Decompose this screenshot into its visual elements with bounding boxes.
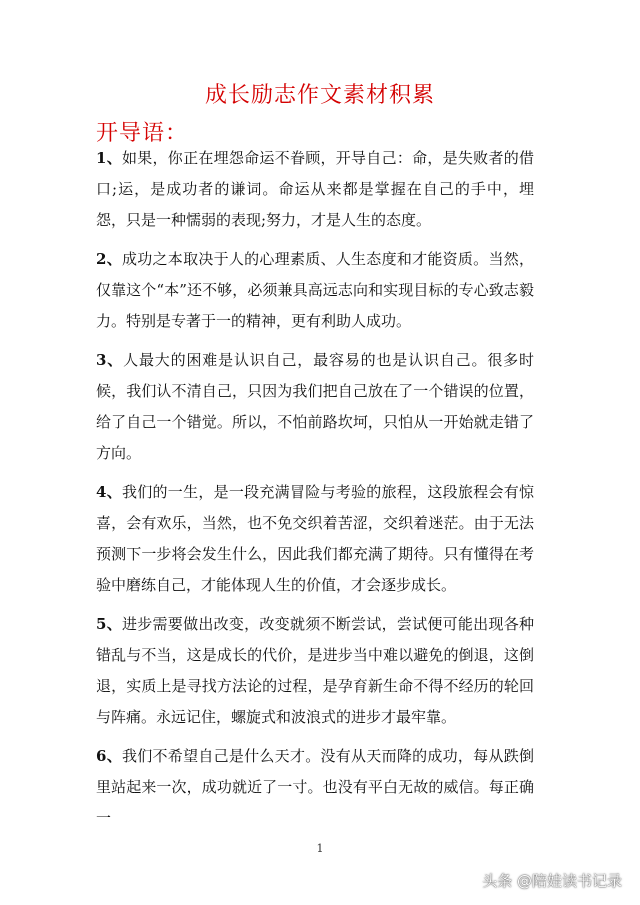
paragraph-text: 人最大的困难是认识自己，最容易的也是认识自己。很多时候，我们认不清自己，只因为我们把自己放在了一个错误的位置，给了自己一个错觉。所以，不怕前路坎坷，只怕从一开始就走错了方向。 xyxy=(96,351,534,462)
paragraph-text: 成功之本取决于人的心理素质、人生态度和才能资质。当然，仅靠这个“本”还不够，必须兼具高远志向和实现目标的专心致志毅力。特别是专著于一的精神，更有利助人成功。 xyxy=(96,250,534,330)
watermark: 头条 @陪娃读书记录 xyxy=(482,872,622,890)
paragraph-text: 我们不希望自己是什么天才。没有从天而降的成功，每从跌倒里站起来一次，成功就近了一寸。也没有平白无故的威信。每正确一 xyxy=(96,747,534,827)
document-body xyxy=(96,143,534,842)
paragraph-1 xyxy=(96,143,534,236)
paragraph-text: 进步需要做出改变，改变就须不断尝试，尝试便可能出现各种错乱与不当，这是成长的代价，是进步当中难以避免的倒退，这倒退，实质上是寻找方法论的过程，是孕育新生命不得不经历的轮回与阵痛。永远记住，螺旋式和波浪式的进步才最牢靠。 xyxy=(96,615,534,726)
paragraph-text: 如果，你正在埋怨命运不眷顾，开导自己：命，是失败者的借口;运，是成功者的谦词。命运从来都是掌握在自己的手中，埋怨，只是一种懦弱的表现;努力，才是人生的态度。 xyxy=(96,149,534,229)
paragraph-number: 6、 xyxy=(96,747,122,765)
section-heading: 开导语： xyxy=(96,121,189,146)
paragraph-text: 我们的一生，是一段充满冒险与考验的旅程，这段旅程会有惊喜，会有欢乐，当然，也不免交织着苦涩，交织着迷茫。由于无法预测下一步将会发生什么，因此我们都充满了期待。只有懂得在考验中磨练自己，才能体现人生的价值，才会逐步成长。 xyxy=(96,483,534,594)
paragraph-number: 2、 xyxy=(96,250,122,268)
paragraph-number: 1、 xyxy=(96,149,122,167)
paragraph-number: 4、 xyxy=(96,483,122,501)
paragraph-4 xyxy=(96,477,534,601)
page-number: 1 xyxy=(316,842,324,855)
paragraph-number: 3、 xyxy=(96,351,124,369)
paragraph-number: 5、 xyxy=(96,615,122,633)
document-title: 成长励志作文素材积累 xyxy=(204,83,435,108)
paragraph-6 xyxy=(96,741,534,834)
paragraph-2 xyxy=(96,244,534,337)
paragraph-5 xyxy=(96,609,534,733)
paragraph-3 xyxy=(96,345,534,469)
